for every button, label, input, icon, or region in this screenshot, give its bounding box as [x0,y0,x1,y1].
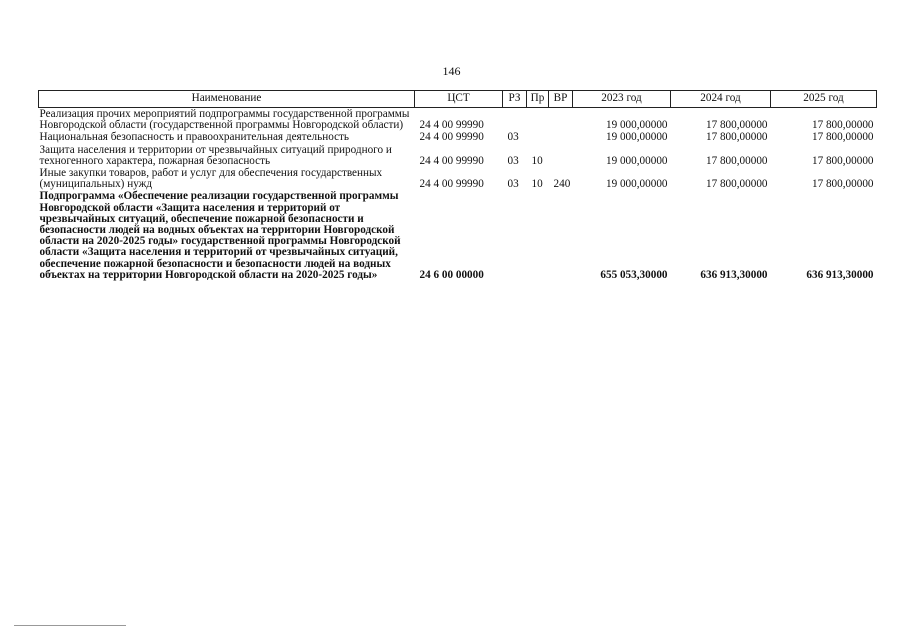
row-vr [549,144,573,167]
row-pr: 10 [531,154,543,167]
header-year-2025: 2025 год [771,91,877,108]
row-cst: 24 4 00 99990 [419,154,484,167]
row-cst: 24 6 00 00000 [419,268,484,281]
row-value-2024: 17 800,00000 [705,154,768,167]
row-value-2023: 19 000,00000 [605,131,668,144]
row-cst: 24 4 00 99990 [419,131,484,144]
table-row [39,167,877,190]
row-value-2024: 17 800,00000 [705,119,768,132]
header-name: Наименование [39,91,415,108]
row-vr [549,190,573,281]
row-value-2023: 19 000,00000 [605,178,668,191]
header-vr: ВР [549,91,573,108]
row-value-2024: 17 800,00000 [705,178,768,191]
row-value-2023: 19 000,00000 [605,154,668,167]
row-rz [503,108,527,132]
row-pr [527,108,549,132]
header-rz: РЗ [503,91,527,108]
table-row [39,108,877,132]
row-value-2025: 17 800,00000 [811,131,874,144]
header-year-2023: 2023 год [573,91,671,108]
row-vr [549,108,573,132]
row-name: Подпрограмма «Обеспечение реализации государственной программы Новгородской области «Защита населения и территорий от чрезвычайных ситуаций, обеспечение пожарной безопасности и безопасности людей на водных объектах на территории Новгородской области на 2020-2025 годы» государственной программы Новгородской области «Защита населения и территорий от чрезвычайных ситуаций, обеспечение пожарной безопасности и безопасности людей на водных объектах на территории Новгородской области на 2020-2025 годы» [39,190,401,281]
table-row [39,131,877,143]
row-vr [549,131,573,143]
row-pr [527,190,549,281]
row-value-2023: 655 053,30000 [600,268,668,281]
row-value-2023: 19 000,00000 [605,119,668,132]
row-name: Защита населения и территории от чрезвычайных ситуаций природного и техногенного характера, пожарная безопасность [39,143,392,167]
row-value-2025: 17 800,00000 [811,154,874,167]
header-cst: ЦСТ [415,91,503,108]
footer-divider [14,625,126,626]
row-rz: 03 [507,154,519,167]
page-number: 146 [442,64,461,78]
row-rz: 03 [507,131,519,144]
row-name: Иные закупки товаров, работ и услуг для обеспечения государственных (муниципальных) нужд [39,167,383,191]
row-value-2024: 17 800,00000 [705,131,768,144]
row-vr: 240 [553,178,571,191]
row-cst: 24 4 00 99990 [419,119,484,132]
row-cst: 24 4 00 99990 [419,178,484,191]
row-rz [503,190,527,281]
budget-table [38,90,877,281]
row-value-2025: 17 800,00000 [811,119,874,132]
table-row [39,144,877,167]
row-pr: 10 [531,178,543,191]
row-pr [527,131,549,143]
row-name: Реализация прочих мероприятий подпрограммы государственной программы Новгородской области (государственной программы Новгородской области) [39,108,410,132]
table-header-row [39,91,877,108]
row-value-2025: 17 800,00000 [811,178,874,191]
table-row-subprogram [39,190,877,281]
row-rz: 03 [507,178,519,191]
row-value-2025: 636 913,30000 [806,268,874,281]
header-pr: Пр [527,91,549,108]
row-name: Национальная безопасность и правоохранительная деятельность [39,131,350,144]
header-year-2024: 2024 год [671,91,771,108]
row-value-2024: 636 913,30000 [700,268,768,281]
